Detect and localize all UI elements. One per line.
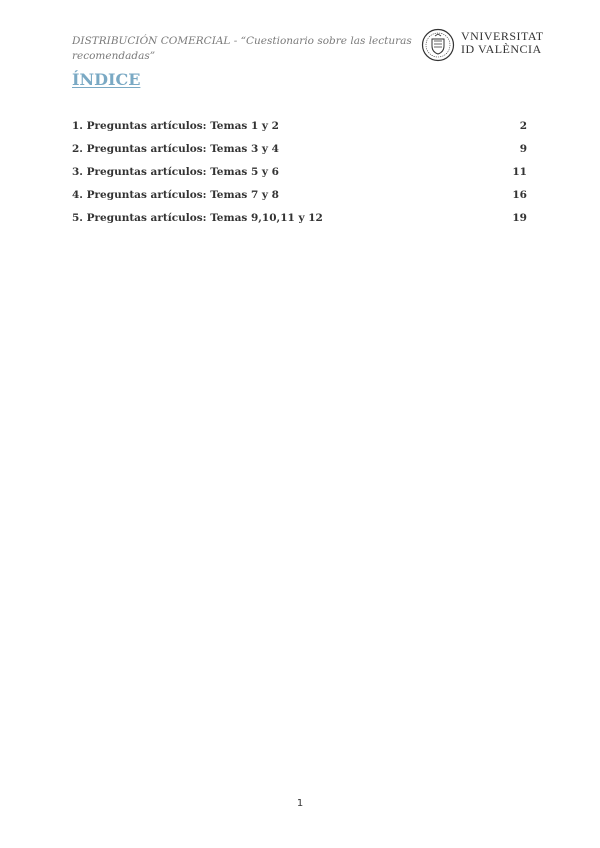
toc-entry-label: 2. Preguntas artículos: Temas 3 y 4 <box>72 143 279 155</box>
page-number: 1 <box>296 798 304 809</box>
running-header-line-2: recomendadas” <box>72 50 156 62</box>
toc-entry-page: 11 <box>512 166 527 178</box>
toc-entry-page: 9 <box>519 143 527 155</box>
toc-entry-page: 2 <box>519 120 527 132</box>
university-seal-icon <box>421 28 455 62</box>
toc-entry-2[interactable] <box>72 141 527 164</box>
running-header-line-1: DISTRIBUCIÓN COMERCIAL - “Cuestionario sobre las lecturas <box>72 35 412 47</box>
logo-text-line-1: VNIVERSITAT <box>461 29 544 43</box>
toc-entry-label: 1. Preguntas artículos: Temas 1 y 2 <box>72 120 279 132</box>
toc-entry-1[interactable] <box>72 118 527 141</box>
toc-entry-label: 5. Preguntas artículos: Temas 9,10,11 y 12 <box>72 212 323 224</box>
toc-entry-3[interactable] <box>72 164 527 187</box>
toc-title: ÍNDICE <box>72 70 141 89</box>
toc-entry-label: 4. Preguntas artículos: Temas 7 y 8 <box>72 189 279 201</box>
table-of-contents <box>72 118 527 233</box>
running-header <box>72 34 417 64</box>
toc-entry-page: 19 <box>512 212 527 224</box>
toc-entry-label: 3. Preguntas artículos: Temas 5 y 6 <box>72 166 279 178</box>
logo-text-line-2: ID VALÈNCIA <box>461 42 542 56</box>
university-logo <box>421 28 544 62</box>
toc-entry-5[interactable] <box>72 210 527 233</box>
toc-entry-4[interactable] <box>72 187 527 210</box>
toc-entry-page: 16 <box>512 189 527 201</box>
